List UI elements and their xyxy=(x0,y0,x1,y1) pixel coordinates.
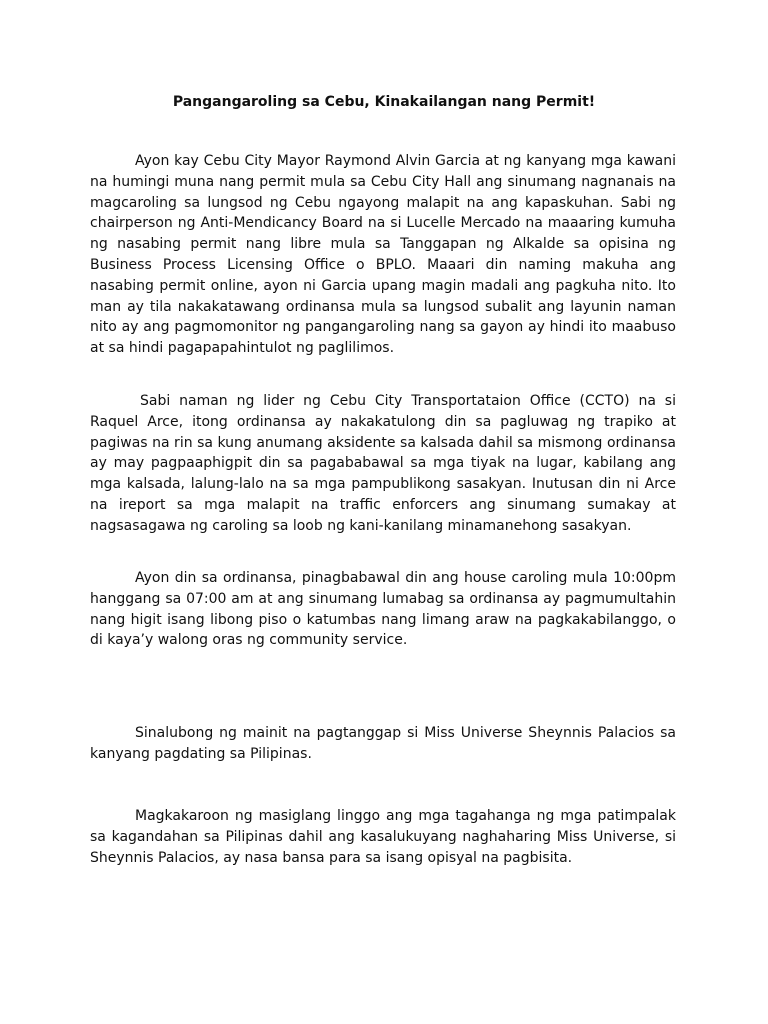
paragraph-cebu-permit: Ayon kay Cebu City Mayor Raymond Alvin Garcia at ng kanyang mga kawani na humingi muna nang permit mula sa Cebu City Hall ang sinumang nagnanais na magcaroling sa lungsod ng Cebu ngayong malapit na ang kapaskuhan. Sabi ng chairperson ng Anti-Mendicancy Board na si Lucelle Mercado na maaaring kumuha ng nasabing permit nang libre mula sa Tanggapan ng Alkalde sa opisina ng Business Process Licensing Office o BPLO. Maaari din naming makuha ang nasabing permit online, ayon ni Garcia upang magin madali ang pagkuha nito. Ito man ay tila nakakatawang ordinansa mula sa lungsod subalit ang layunin naman nito ay ang pagmomonitor ng pangangaroling nang sa gayon ay hindi ito maabuso at sa hindi pagapapahintulot ng paglilimos. xyxy=(90,153,676,357)
document-title: Pangangaroling sa Cebu, Kinakailangan nang Permit! xyxy=(172,94,596,110)
paragraph-ccto-traffic: Sabi naman ng lider ng Cebu City Transportataion Office (CCTO) na si Raquel Arce, itong ordinansa ay nakakatulong din sa pagluwag ng trapiko at pagiwas na rin sa kung anumang aksidente sa kalsada dahil sa mismong ordinansa ay may pagpaaphigpit din sa pagababawal sa mga tiyak na lugar, kabilang ang mga kalsada, lalung-lalo na sa mga pampublikong sasakyan. Inutusan din ni Arce na ireport sa mga malapit na traffic enforcers ang sinumang sumakay at nagsasagawa ng caroling sa loob ng kani-kanilang minamanehong sasakyan. xyxy=(90,393,676,534)
paragraph-miss-universe-visit: Magkakaroon ng masiglang linggo ang mga tagahanga ng mga patimpalak sa kagandahan sa Pilipinas dahil ang kasalukuyang naghaharing Miss Universe, si Sheynnis Palacios, ay nasa bansa para sa isang opisyal na pagbisita. xyxy=(90,808,676,866)
paragraph-caroling-hours: Ayon din sa ordinansa, pinagbabawal din ang house caroling mula 10:00pm hanggang sa 07:00 am at ang sinumang lumabag sa ordinansa ay pagmumultahin nang higit isang libong piso o katumbas nang limang araw na pagkakabilanggo, o di kaya’y walong oras ng community service. xyxy=(90,570,676,649)
paragraph-miss-universe-arrival: Sinalubong ng mainit na pagtanggap si Miss Universe Sheynnis Palacios sa kanyang pagdating sa Pilipinas. xyxy=(90,725,676,762)
